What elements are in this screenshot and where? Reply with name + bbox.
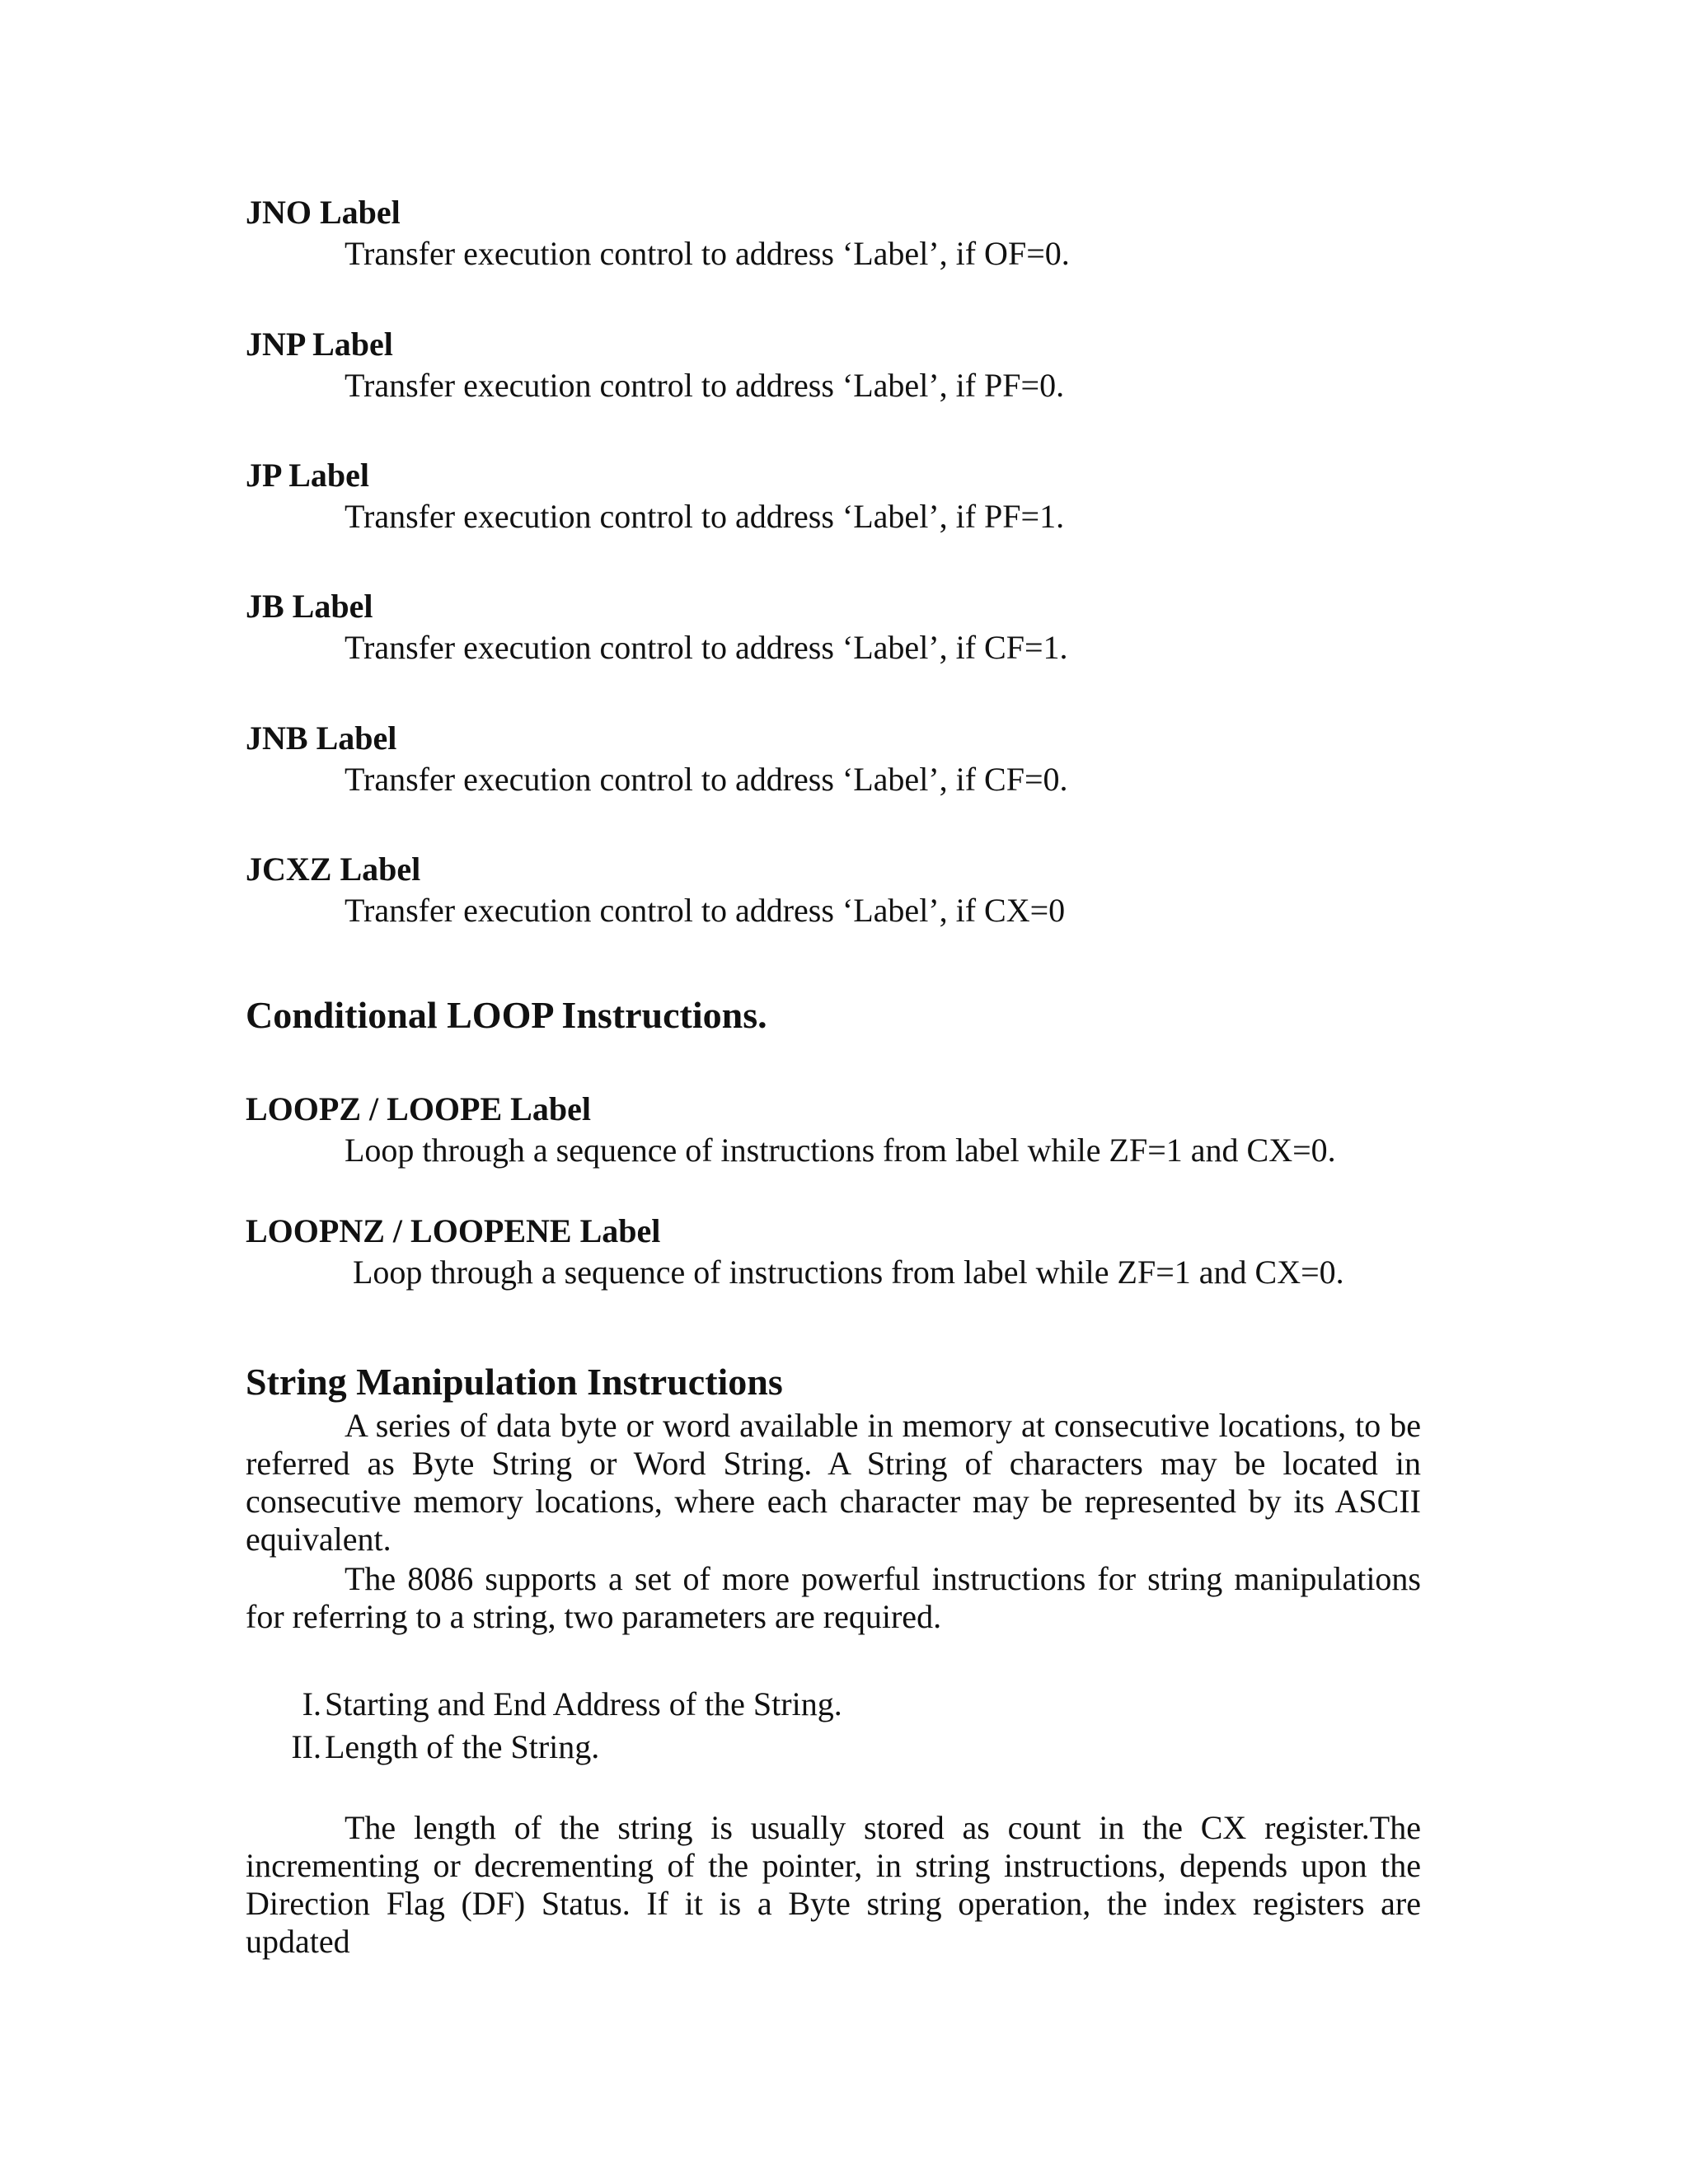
section-heading-string: String Manipulation Instructions	[246, 1361, 783, 1403]
instruction-description: Transfer execution control to address ‘Label’, if OF=0.	[345, 235, 1070, 272]
instruction-jnb	[246, 719, 1432, 799]
instruction-loopnz	[246, 1212, 1432, 1292]
instruction-name: LOOPZ / LOOPE Label	[246, 1090, 591, 1127]
instruction-description: Transfer execution control to address ‘Label’, if CF=0.	[345, 761, 1068, 798]
instruction-description: Transfer execution control to address ‘Label’, if CX=0	[345, 892, 1066, 929]
instruction-name: JNO Label	[246, 194, 401, 231]
list-text: Starting and End Address of the String.	[325, 1685, 842, 1722]
instruction-jno	[246, 193, 1432, 274]
list-item	[246, 1726, 1400, 1769]
list-text: Length of the String.	[325, 1728, 600, 1765]
list-number: II.	[291, 1728, 321, 1765]
instruction-description: Transfer execution control to address ‘Label’, if CF=1.	[345, 629, 1068, 666]
instruction-name: JP Label	[246, 457, 370, 494]
paragraph-string-count: The length of the string is usually stored as count in the CX register.The incrementing or decrementing of the pointer, in string instructions, depends upon the Direction Flag (DF) Status. If it is a Byte string operation, the index registers are updated	[246, 1809, 1421, 1960]
list-number: I.	[302, 1685, 321, 1722]
instruction-jb	[246, 587, 1432, 668]
instruction-name: JNP Label	[246, 326, 393, 363]
paragraph-string-intro: A series of data byte or word available in memory at consecutive locations, to be referred as Byte String or Word String. A String of characters may be located in consecutive memory locations, where each character may be represented by its ASCII equivalent.	[246, 1407, 1421, 1558]
instruction-description: Loop through a sequence of instructions from label while ZF=1 and CX=0.	[353, 1254, 1344, 1291]
instruction-name: LOOPNZ / LOOPENE Label	[246, 1212, 661, 1249]
parameter-list	[246, 1683, 1400, 1769]
instruction-name: JB Label	[246, 588, 373, 625]
instruction-jnp	[246, 325, 1432, 405]
instruction-description: Transfer execution control to address ‘Label’, if PF=1.	[345, 498, 1065, 535]
section-heading-loop: Conditional LOOP Instructions.	[246, 994, 767, 1036]
paragraph-string-params: The 8086 supports a set of more powerful instructions for string manipulations for referring to a string, two parameters are required.	[246, 1560, 1421, 1635]
instruction-name: JCXZ Label	[246, 851, 421, 888]
instruction-loopz	[246, 1090, 1432, 1170]
instruction-jcxz	[246, 850, 1432, 930]
instruction-description: Transfer execution control to address ‘Label’, if PF=0.	[345, 367, 1065, 404]
list-item	[246, 1683, 1400, 1726]
instruction-name: JNB Label	[246, 719, 397, 757]
instruction-jp	[246, 456, 1432, 537]
instruction-description: Loop through a sequence of instructions from label while ZF=1 and CX=0.	[345, 1132, 1336, 1169]
